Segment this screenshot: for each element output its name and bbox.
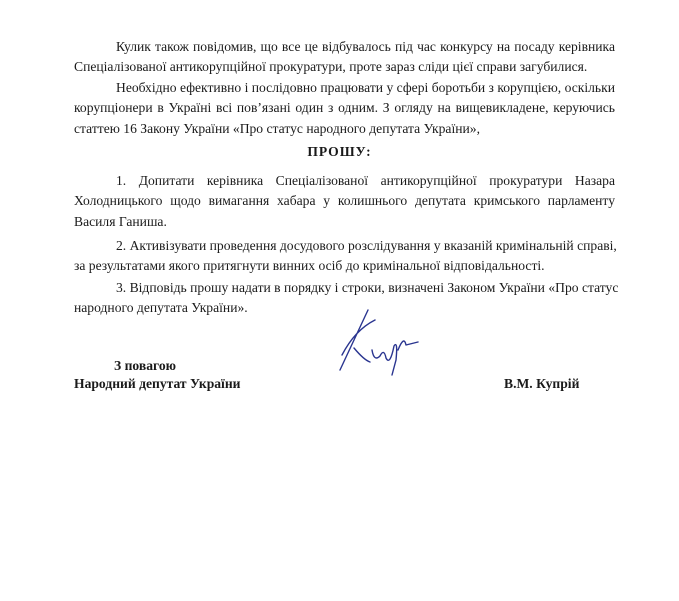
item-2 (74, 236, 615, 277)
signature (320, 300, 430, 380)
closing-position: Народний депутат України (74, 376, 241, 391)
paragraph-2 (74, 78, 615, 139)
text-line: Василя Ганиша. (74, 213, 167, 229)
text-line: 3. Відповідь прошу надати в порядку і строки, визначені Законом України «Про статус (116, 280, 619, 295)
text-line: 1. Допитати керівника Спеціалізованої антикорупційної прокуратури Назара (116, 173, 615, 188)
item-1 (74, 171, 615, 232)
text-line: народного депутата України». (74, 300, 248, 316)
text-line: Необхідно ефективно і послідовно працювати у сфері боротьби з корупцією, оскільки (116, 80, 615, 95)
text-line: Кулик також повідомив, що все це відбувалось під час конкурсу на посаду керівника (116, 39, 615, 54)
text-line: за результатами якого притягнути винних осіб до кримінальної відповідальності. (74, 258, 545, 274)
paragraph-1 (74, 37, 615, 78)
text-line: Холодницького щодо вимагання хабара у колишнього депутата кримського парламенту (74, 193, 615, 209)
closing-regards: З повагою (114, 358, 177, 373)
closing-name: В.М. Купрій (504, 376, 580, 391)
request-title: ПРОШУ: (307, 144, 372, 159)
text-line: Спеціалізованої антикорупційної прокуратури, проте зараз сліди цієї справи загубилися. (74, 59, 588, 75)
text-line: 2. Активізувати проведення досудового розслідування у вказаній кримінальній справі, (116, 238, 617, 253)
text-line: корупціонери в Україні всі пов’язані один з одним. З огляду на вищевикладене, керуючись (74, 100, 615, 116)
text-line: статтею 16 Закону України «Про статус народного депутата України», (74, 120, 480, 136)
